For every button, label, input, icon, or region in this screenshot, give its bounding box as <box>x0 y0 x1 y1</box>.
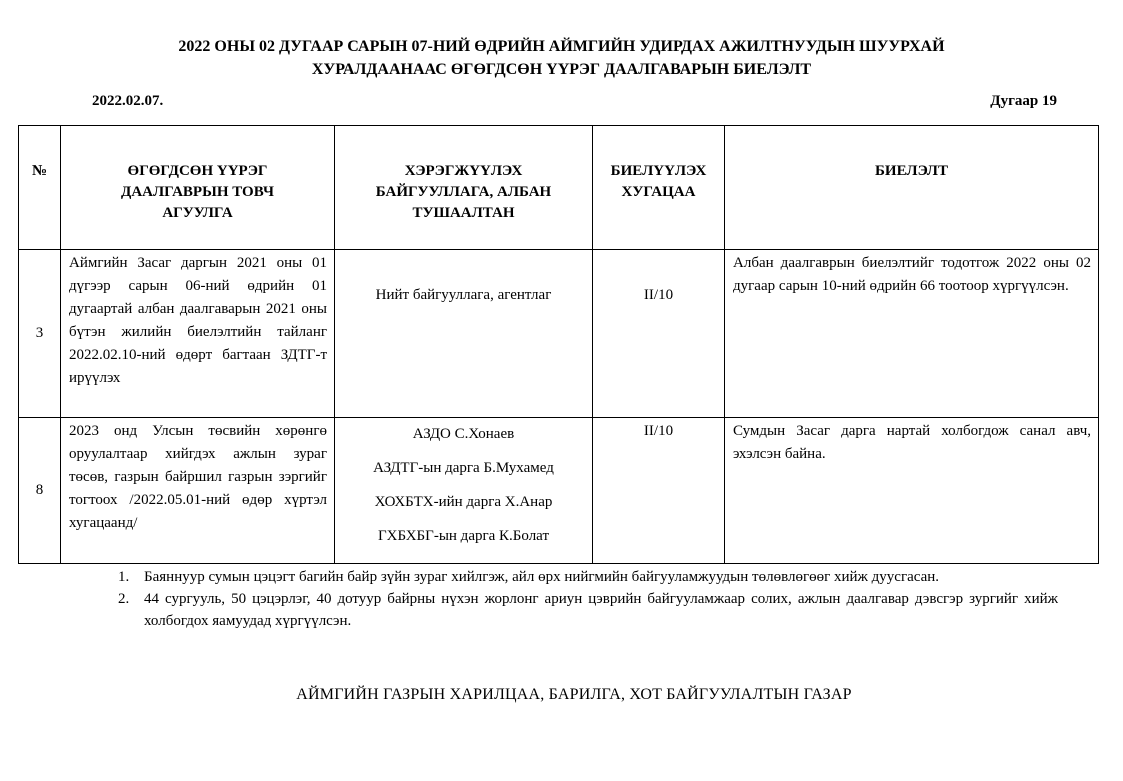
list-item-marker: 1. <box>118 569 130 585</box>
organization-name: АЙМГИЙН ГАЗРЫН ХАРИЛЦАА, БАРИЛГА, ХОТ БАЙГУУЛАЛТЫН ГАЗАР <box>296 686 852 703</box>
list-item <box>110 588 1058 632</box>
document-title <box>0 35 1123 81</box>
row-deadline <box>593 250 725 418</box>
row-task <box>61 418 335 564</box>
responsible-name: ХОХБТХ-ийн дарга Х.Анар <box>374 494 553 510</box>
row-responsible <box>335 250 593 418</box>
list-item-text: Баяннуур сумын цэцэгт багийн байр зүйн зураг хийлгэж, айл өрх нийгмийн байгууламжуудын төлөвлөгөөг хийж дуусгасан. <box>144 569 940 585</box>
col-header-result: БИЕЛЭЛТ <box>725 126 1099 250</box>
col-header-deadline: БИЕЛҮҮЛЭХ ХУГАЦАА <box>593 126 725 250</box>
row-result-text: Сумдын Засаг дарга нартай холбогдож санал авч, эхэлсэн байна. <box>733 423 1091 462</box>
row-task-text: 2023 онд Улсын төсвийн хөрөнгө оруулалтаар хийгдэх ажлын зураг төсөв, газрын байршил газрын зэргийг тогтоох /2022.05.01-ний өдөр хүртэл хугацаанд/ <box>69 423 327 531</box>
col-header-number: № <box>19 126 61 250</box>
document-number: Дугаар 19 <box>990 93 1057 109</box>
row-responsible <box>335 418 593 564</box>
row-result <box>725 250 1099 418</box>
col-header-responsible: ХЭРЭГЖҮҮЛЭХ БАЙГУУЛЛАГА, АЛБАН ТУШААЛТАН <box>335 126 593 250</box>
row-result <box>725 418 1099 564</box>
list-item <box>110 566 1058 588</box>
row-task <box>61 250 335 418</box>
list-item-text: 44 сургууль, 50 цэцэрлэг, 40 дотуур байрны нүхэн жорлонг ариун цэврийн байгууламжаар солих, ажлын даалгавар дэвсгэр зургийг хийж холбогдох яамуудад хүргүүлсэн. <box>144 591 1058 629</box>
row-number: 3 <box>19 250 61 418</box>
row-deadline <box>593 418 725 564</box>
col-header-task: ӨГӨГДСӨН ҮҮРЭГ ДААЛГАВРЫН ТОВЧ АГУУЛГА <box>61 126 335 250</box>
title-line-2: ХУРАЛДААНААС ӨГӨГДСӨН ҮҮРЭГ ДААЛГАВАРЫН БИЕЛЭЛТ <box>311 61 812 78</box>
responsible-name: Нийт байгууллага, агентлаг <box>375 287 552 303</box>
deadline-value: II/10 <box>643 287 674 303</box>
tasks-table <box>18 125 1099 564</box>
title-line-1: 2022 ОНЫ 02 ДУГААР САРЫН 07-НИЙ ӨДРИЙН АЙМГИЙН УДИРДАХ АЖИЛТНУУДЫН ШУУРХАЙ <box>178 38 945 55</box>
row-task-text: Аймгийн Засаг даргын 2021 оны 01 дүгээр сарын 06-ний өдрийн 01 дугаартай албан даалгаварын 2021 оны бүтэн жилийн биелэлтийн тайланг 2022.02.10-ний өдөрт багтаан ЗДТГ-т ирүүлэх <box>69 255 327 386</box>
responsible-name: АЗДТГ-ын дарга Б.Мухамед <box>373 460 554 476</box>
notes-list <box>110 566 1058 632</box>
row-number: 8 <box>19 418 61 564</box>
table-row <box>19 250 1099 418</box>
responsible-name: АЗДО С.Хонаев <box>412 426 515 442</box>
row-result-text: Албан даалгаврын биелэлтийг тодотгож 2022 оны 02 дугаар сарын 10-ний өдрийн 66 тоотоор хүргүүлсэн. <box>733 255 1091 294</box>
list-item-marker: 2. <box>118 591 130 607</box>
document-date: 2022.02.07. <box>92 93 164 109</box>
responsible-name: ГХБХБГ-ын дарга К.Болат <box>377 528 550 544</box>
table-header-row <box>19 126 1099 250</box>
deadline-value: II/10 <box>643 423 674 439</box>
table-row <box>19 418 1099 564</box>
